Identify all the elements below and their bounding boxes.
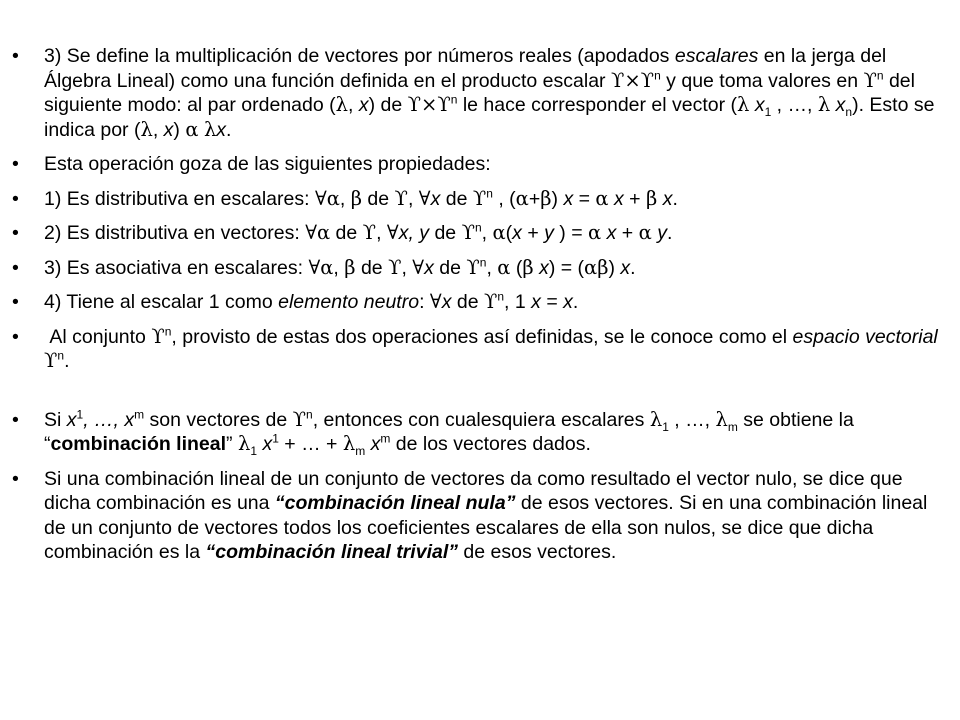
text-segment: elemento neutro [278, 291, 420, 313]
text-segment: . [672, 187, 678, 210]
text-segment: ∀ [386, 221, 399, 244]
text-segment: , …, [668, 408, 716, 431]
text-segment: . [226, 118, 232, 141]
text-segment: escalares [674, 45, 759, 67]
text-segment: del siguiente modo: al par ordenado ( [44, 69, 921, 116]
text-segment: 1 [764, 104, 772, 119]
text-segment: x [563, 291, 573, 313]
text-segment: y [544, 222, 554, 244]
text-segment: de [440, 187, 473, 210]
text-segment: λ [140, 117, 153, 141]
text-segment: ∀ [412, 255, 425, 279]
text-segment: , provisto de estas dos operaciones así definidas, se le conoce como el [171, 325, 793, 348]
text-segment: x [614, 187, 624, 210]
text-segment: , …, [771, 94, 818, 116]
text-segment: , …, [83, 408, 125, 431]
text-segment: Si una combinación lineal de un conjunto de vectores da como resultado el vector nulo, se dice que dicha combinación es una [44, 467, 908, 514]
text-segment: en la jerga del Álgebra Lineal) como una función definida en el producto escalar [44, 45, 892, 92]
text-segment: + [623, 187, 646, 210]
text-segment: x [606, 222, 617, 244]
text-segment: . [572, 291, 579, 313]
text-segment: y que toma valores en [660, 69, 864, 92]
text-segment: n [845, 104, 853, 119]
bullet-property-1 [12, 187, 948, 212]
text-segment: n [57, 348, 65, 363]
text-segment: , [152, 118, 164, 141]
text-segment: x [216, 118, 227, 141]
text-segment: x [441, 291, 452, 313]
text-segment: , ( [492, 187, 516, 210]
text-segment: x [358, 94, 369, 116]
text-segment: λ [817, 93, 831, 116]
text-segment: β [344, 255, 356, 279]
text-segment: , [333, 256, 345, 279]
text-segment: β [646, 186, 658, 210]
text-segment: x [539, 256, 549, 279]
text-segment: “combinación lineal trivial” [205, 541, 458, 563]
bullet-vector-space [12, 325, 948, 374]
text-segment: ) [551, 187, 564, 210]
text-segment: α [185, 117, 199, 141]
text-segment: . [64, 350, 70, 372]
text-segment: . [666, 222, 673, 244]
text-segment: β [540, 186, 552, 210]
text-segment: x, y [398, 222, 430, 244]
text-segment: α [515, 186, 529, 210]
text-segment: combinación lineal [50, 433, 227, 455]
text-segment: ( [505, 222, 513, 244]
text-segment: n [164, 324, 172, 338]
text-segment: , [339, 187, 351, 210]
text-segment: , [376, 222, 387, 244]
bullet-scalar-multiplication [12, 44, 948, 142]
text-segment: ∀ [429, 290, 442, 313]
text-segment: , [347, 94, 359, 116]
text-segment: ). Esto se indica por ( [44, 94, 940, 141]
text-segment: ” [226, 433, 238, 455]
text-segment: x [262, 433, 273, 455]
text-segment: ϒ [44, 349, 58, 372]
text-segment: n [479, 255, 487, 269]
text-segment [938, 326, 943, 348]
text-segment: de [330, 222, 363, 244]
text-segment: ∀ [418, 186, 431, 210]
text-segment: m [134, 407, 145, 421]
text-segment: , [401, 256, 413, 279]
text-segment: espacio vectorial [792, 325, 938, 348]
text-segment: , [481, 222, 493, 244]
text-segment: ) = [553, 222, 589, 244]
text-segment: x [124, 408, 135, 431]
text-segment: x [163, 118, 174, 141]
text-segment: de [355, 256, 389, 279]
text-segment: ) = ( [548, 256, 585, 279]
text-segment: , entonces con cualesquiera escalares [312, 408, 650, 431]
text-segment: ϒ [472, 186, 487, 210]
text-segment: ( [510, 256, 523, 279]
text-segment: α [497, 255, 511, 279]
text-segment: de [362, 187, 395, 210]
text-segment: β [350, 186, 363, 210]
text-segment: α [492, 221, 506, 244]
text-segment: : [419, 291, 430, 313]
text-segment: ϒ [483, 290, 498, 313]
text-segment: x [531, 291, 541, 313]
text-segment: α [588, 221, 602, 244]
text-segment: n [654, 68, 661, 82]
text-segment: λ [335, 93, 348, 116]
text-segment: + … + [278, 433, 343, 455]
text-segment: m [355, 443, 366, 458]
text-segment: y [657, 222, 667, 244]
text-segment: α [595, 186, 609, 210]
text-segment: x [620, 256, 631, 279]
text-segment: m [727, 419, 738, 434]
text-segment: 2) Es distributiva en vectores: [44, 222, 306, 244]
text-segment: ϒ [292, 407, 307, 431]
text-segment: αβ [584, 255, 609, 279]
text-segment: ) [173, 118, 186, 141]
text-segment: son vectores de [144, 408, 293, 431]
bullet-properties-intro [12, 152, 948, 177]
text-segment: , [407, 187, 419, 210]
text-segment: ) de [368, 94, 408, 116]
bullet-property-3 [12, 256, 948, 281]
text-segment: 4) Tiene al escalar 1 como [44, 291, 279, 313]
text-segment: ∀α [308, 255, 334, 279]
text-segment: n [497, 289, 505, 304]
text-segment: ϒ [394, 186, 408, 210]
text-segment: ϒ×ϒ [407, 93, 451, 116]
text-segment: de [433, 256, 467, 279]
text-segment: 1 [272, 431, 279, 446]
text-segment: ) [608, 256, 621, 279]
text-segment: de los vectores dados. [390, 433, 591, 455]
text-segment: ϒ [362, 221, 377, 244]
text-segment: λ [737, 93, 750, 116]
text-segment: “combinación lineal nula” [274, 492, 516, 514]
text-segment: λ [203, 117, 217, 141]
text-segment: = [540, 291, 564, 313]
text-segment: 1 [250, 443, 258, 458]
text-segment: 3) Es asociativa en escalares: [44, 256, 309, 279]
text-segment: + [528, 187, 541, 210]
text-segment: x [370, 433, 381, 455]
text-segment: x [754, 94, 765, 116]
text-segment: n [306, 407, 313, 421]
text-segment: se obtiene la “ [44, 408, 860, 455]
bullet-linear-combination [12, 408, 948, 457]
text-segment: x [563, 187, 574, 210]
text-segment: de [429, 222, 462, 244]
text-segment: x [835, 94, 846, 116]
text-segment: ∀α [305, 221, 331, 244]
text-segment: 1 [662, 419, 669, 434]
text-segment: ϒ×ϒ [610, 68, 655, 92]
text-segment: , 1 [504, 291, 532, 313]
text-segment: = [573, 187, 596, 210]
text-segment: x [662, 187, 673, 210]
text-segment: ϒ [461, 221, 475, 244]
text-segment: 3) Se define la multiplicación de vectores por números reales (apodados [44, 45, 675, 67]
bullet-list [12, 44, 948, 575]
text-segment: x [430, 187, 441, 210]
text-segment: ϒ [863, 68, 877, 92]
text-segment: ϒ [466, 255, 480, 279]
text-segment: le hace corresponder el vector ( [457, 94, 738, 116]
text-segment: α [638, 221, 652, 244]
text-segment: , [486, 256, 498, 279]
text-segment: de [451, 291, 484, 313]
text-segment: ϒ [151, 324, 165, 348]
text-segment: . [630, 256, 636, 279]
text-segment: n [474, 220, 482, 235]
text-segment: λ [237, 432, 251, 455]
text-segment: + [521, 222, 545, 244]
text-segment: ϒ [388, 255, 402, 279]
text-segment: Si [44, 408, 67, 431]
text-segment: ∀α [314, 186, 340, 210]
text-segment: x [66, 408, 77, 431]
text-segment: n [450, 92, 458, 107]
text-segment: Esta operación goza de las siguientes propiedades: [44, 153, 491, 175]
text-segment: 1 [76, 407, 84, 421]
bullet-property-2 [12, 221, 948, 246]
text-segment: β [522, 255, 534, 279]
bullet-property-4 [12, 290, 948, 315]
text-segment: 1) Es distributiva en escalares: [44, 187, 315, 210]
bullet-null-trivial-combination [12, 467, 948, 565]
text-segment: n [486, 186, 493, 200]
text-segment: λ [649, 407, 663, 431]
text-segment: + [616, 222, 639, 244]
text-segment: de esos vectores. Si en una combinación lineal de un conjunto de vectores todos los coeficientes escalares de ella son nulos, se dice que dicha combinación es la [44, 492, 933, 563]
text-segment: m [380, 431, 391, 446]
text-segment: λ [715, 407, 728, 431]
text-segment: x [424, 256, 434, 279]
text-segment: λ [342, 432, 356, 455]
text-segment: x [512, 222, 522, 244]
text-segment: Al conjunto [44, 325, 152, 348]
text-segment: de esos vectores. [458, 541, 617, 563]
text-segment: n [876, 68, 884, 82]
